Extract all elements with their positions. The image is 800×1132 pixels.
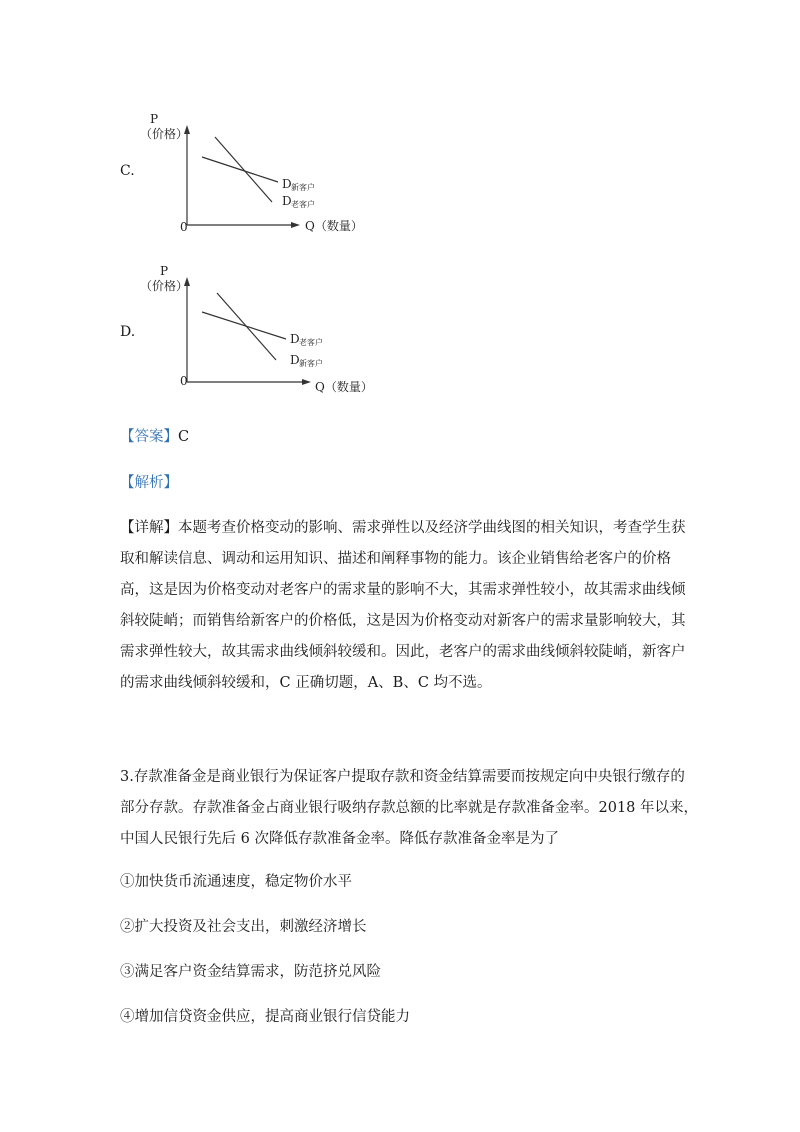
curve2-label: D — [290, 353, 300, 367]
flat-demand-line — [202, 312, 286, 339]
detail-line-5: 需求弹性较大，故其需求曲线倾斜较缓和。因此，老客户的需求曲线倾斜较陡峭，新客户 — [120, 644, 686, 660]
option-d-demand-diagram — [140, 264, 373, 400]
q3-stem-line-2: 部分存款。存款准备金占商业银行吸纳存款总额的比率就是存款准备金率。2018 年以来， — [120, 800, 699, 816]
answer-line — [120, 425, 189, 446]
q3-option-1: ①加快货币流通速度，稳定物价水平 — [120, 874, 352, 890]
analysis-tag: 【解析】 — [120, 475, 178, 491]
detail-line-1 — [120, 516, 686, 537]
origin-label: 0 — [180, 374, 188, 388]
origin-label: 0 — [180, 220, 188, 234]
q3-stem-line-1: 3.存款准备金是商业银行为保证客户提取存款和资金结算需要而按规定向中央银行缴存的 — [120, 769, 685, 785]
answer-value: C — [178, 429, 190, 445]
detail-line-4: 斜较陡峭；而销售给新客户的价格低，这是因为价格变动对新客户的需求量影响较大，其 — [120, 613, 686, 629]
detail-line-2: 取和解读信息、调动和运用知识、描述和阐释事物的能力。该企业销售给老客户的价格 — [120, 551, 671, 567]
q3-option-3: ③满足客户资金结算需求，防范挤兑风险 — [120, 964, 381, 980]
p-axis-unit: （价格） — [140, 279, 189, 293]
detail-tag: 【详解】 — [120, 520, 178, 536]
curve2-sub: 新客户 — [299, 359, 323, 368]
p-axis-label: P — [160, 264, 169, 278]
q-axis-label: Q（数量） — [315, 380, 373, 394]
curve2-label: D — [282, 194, 292, 208]
q3-option-2: ②扩大投资及社会支出，刺激经济增长 — [120, 919, 367, 935]
curve1-sub: 老客户 — [299, 338, 323, 347]
curve1-label: D — [282, 177, 292, 191]
answer-tag: 【答案】 — [120, 429, 178, 445]
analysis-line — [120, 471, 178, 492]
curve2-sub: 老客户 — [291, 200, 315, 209]
p-axis-unit: （价格） — [140, 127, 189, 141]
option-c-label: C. — [120, 163, 135, 179]
q-axis-arrow — [302, 379, 311, 385]
option-d-graph — [140, 264, 373, 404]
curve1-label: D — [290, 332, 300, 346]
option-d-label: D. — [120, 324, 136, 340]
q-axis-arrow — [291, 222, 300, 228]
detail-text: 本题考查价格变动的影响、需求弹性以及经济学曲线图的相关知识，考查学生获 — [178, 520, 686, 536]
detail-line-6: 的需求曲线倾斜较缓和，C 正确切题，A、B、C 均不选。 — [120, 675, 492, 691]
curve1-sub: 新客户 — [291, 183, 315, 192]
q-axis-label: Q（数量） — [305, 219, 363, 233]
steep-demand-line — [215, 137, 272, 202]
option-c-demand-diagram — [140, 110, 370, 240]
p-axis-label: P — [150, 112, 159, 126]
detail-line-3: 高，这是因为价格变动对老客户的需求量的影响不大，其需求弹性较小，故其需求曲线倾 — [120, 582, 686, 598]
flat-demand-line — [202, 157, 278, 182]
q3-option-4: ④增加信贷资金供应，提高商业银行信贷能力 — [120, 1009, 410, 1025]
q3-stem-line-3: 中国人民银行先后 6 次降低存款准备金率。降低存款准备金率是为了 — [120, 831, 559, 847]
option-c-graph — [140, 110, 370, 244]
